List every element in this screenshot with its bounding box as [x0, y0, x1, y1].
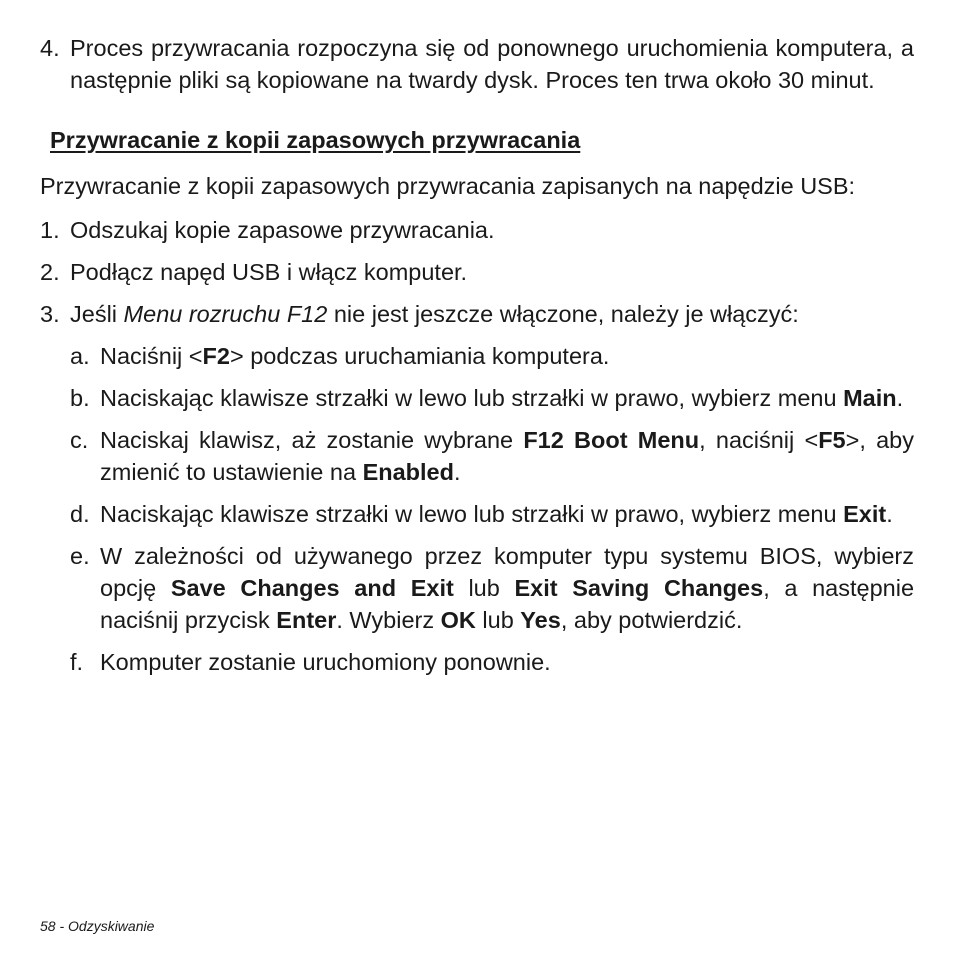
list-number: 1.: [40, 217, 60, 243]
list-text: Podłącz napęd USB i włącz komputer.: [70, 259, 468, 285]
section-heading: Przywracanie z kopii zapasowych przywracania: [50, 127, 581, 153]
list-text: [70, 298, 914, 330]
list-text: Proces przywracania rozpoczyna się od ponownego uruchomienia komputera, a następnie pliki są kopiowane na twardy dysk. Proces ten trwa około 30 minut.: [70, 35, 914, 93]
list-item-step-4: [40, 32, 914, 96]
text-segment: Naciskając klawisze strzałki w lewo lub strzałki w prawo, wybierz menu: [100, 501, 844, 527]
setting-value: Enabled: [362, 459, 454, 485]
option-name: Exit Saving Changes: [514, 575, 764, 601]
sub-text: Komputer zostanie uruchomiony ponownie.: [100, 649, 551, 675]
sub-item-e: [70, 540, 914, 636]
text-segment: >, aby zmienić to ustawienie na: [100, 427, 914, 485]
intro-paragraph: Przywracanie z kopii zapasowych przywracania zapisanych na napędzie USB:: [40, 173, 856, 199]
list-number: 4.: [40, 35, 60, 61]
list-item-step-3: [40, 298, 914, 330]
key-name: F5: [818, 427, 846, 453]
sub-number: f.: [70, 649, 84, 675]
text-segment: > podczas uruchamiania komputera.: [229, 343, 610, 369]
text-segment: nie jest jeszcze włączone, należy je włączyć:: [327, 301, 799, 327]
sub-item-f: [70, 646, 914, 678]
option-name: OK: [440, 607, 476, 633]
menu-name: Main: [843, 385, 897, 411]
document-page: [40, 32, 914, 678]
sub-text: [100, 340, 914, 372]
menu-name: F12 Boot Menu: [523, 427, 700, 453]
text-segment: . Wybierz: [336, 607, 441, 633]
list-item-step-1: [40, 214, 914, 246]
list-number: 3.: [40, 301, 60, 327]
menu-name-italic: Menu rozruchu F12: [123, 301, 328, 327]
text-segment: .: [896, 385, 904, 411]
page-footer: 58 - Odzyskiwanie: [40, 918, 155, 934]
sub-number: a.: [70, 343, 90, 369]
key-name: F2: [202, 343, 230, 369]
option-name: Save Changes and Exit: [170, 575, 454, 601]
text-segment: Jeśli: [70, 301, 124, 327]
sub-number: e.: [70, 543, 90, 569]
text-segment: , aby potwierdzić.: [560, 607, 743, 633]
text-segment: Naciskaj klawisz, aż zostanie wybrane: [100, 427, 524, 453]
sub-text: [100, 424, 914, 488]
option-name: Yes: [520, 607, 561, 633]
text-segment: lub: [475, 607, 521, 633]
list-text: Odszukaj kopie zapasowe przywracania.: [70, 217, 495, 243]
text-segment: lub: [453, 575, 515, 601]
sub-item-d: [70, 498, 914, 530]
sub-number: d.: [70, 501, 90, 527]
text-segment: Naciśnij <: [100, 343, 203, 369]
menu-name: Exit: [843, 501, 887, 527]
sub-text: [100, 382, 914, 414]
list-item-step-2: [40, 256, 914, 288]
key-name: Enter: [276, 607, 337, 633]
text-segment: W zależności od używanego przez komputer typu systemu BIOS, wybierz opcję: [100, 543, 914, 601]
sub-item-a: [70, 340, 914, 372]
text-segment: Naciskając klawisze strzałki w lewo lub strzałki w prawo, wybierz menu: [100, 385, 844, 411]
text-segment: .: [453, 459, 461, 485]
text-segment: .: [886, 501, 893, 527]
text-segment: , naciśnij <: [699, 427, 819, 453]
sub-text: [100, 498, 914, 530]
sub-text: [100, 540, 914, 636]
text-segment: , a następnie naciśnij przycisk: [100, 575, 915, 633]
sub-number: c.: [70, 427, 89, 453]
sub-number: b.: [70, 385, 90, 411]
list-number: 2.: [40, 259, 60, 285]
sub-item-c: [70, 424, 914, 488]
sub-item-b: [70, 382, 914, 414]
